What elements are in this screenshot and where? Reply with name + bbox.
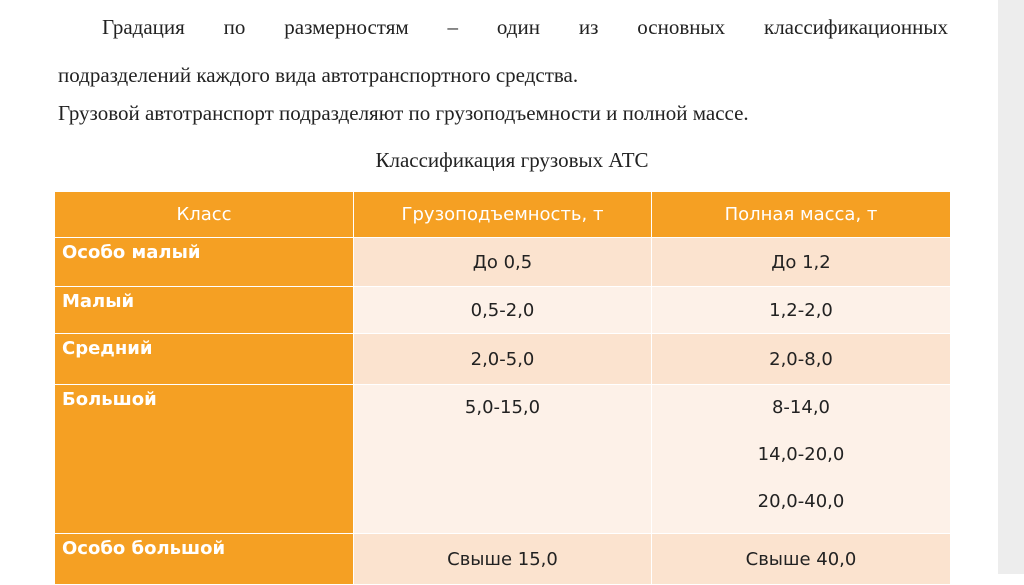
mass-cell: 2,0-8,0 [652, 334, 951, 385]
capacity-cell: Свыше 15,0 [354, 534, 652, 585]
capacity-value: 5,0-15,0 [464, 397, 541, 418]
table-row [55, 534, 951, 585]
header-capacity: Грузоподъемность, т [354, 192, 652, 238]
mass-cell: Свыше 40,0 [652, 534, 951, 585]
mass-cell: До 1,2 [652, 238, 951, 287]
capacity-cell [354, 385, 652, 534]
mass-cell: 1,2-2,0 [652, 287, 951, 334]
class-cell: Особо большой [55, 534, 354, 585]
class-cell: Большой [55, 385, 354, 534]
table-row [55, 287, 951, 334]
intro-paragraph-line1: Градация по размерностям – один из основных классификационных [102, 15, 948, 39]
class-cell: Средний [55, 334, 354, 385]
table-row [55, 334, 951, 385]
table-caption: Классификация грузовых АТС [375, 148, 649, 172]
class-cell: Малый [55, 287, 354, 334]
table-header-row [55, 192, 951, 238]
table-row [55, 238, 951, 287]
class-cell: Особо малый [55, 238, 354, 287]
capacity-cell: До 0,5 [354, 238, 652, 287]
classification-table [54, 191, 951, 585]
mass-subvalue: 8-14,0 [771, 397, 831, 418]
mass-subvalue: 20,0-40,0 [757, 491, 845, 512]
mass-cell [652, 385, 951, 534]
side-decor-bar [998, 0, 1024, 574]
capacity-cell: 0,5-2,0 [354, 287, 652, 334]
header-class: Класс [55, 192, 354, 238]
capacity-cell: 2,0-5,0 [354, 334, 652, 385]
intro-paragraph-line2: подразделений каждого вида автотранспортного средства. [58, 63, 579, 87]
table-row [55, 385, 951, 534]
mass-subvalue: 14,0-20,0 [757, 444, 845, 465]
freight-paragraph: Грузовой автотранспорт подразделяют по грузоподъемности и полной массе. [58, 101, 749, 125]
header-mass: Полная масса, т [652, 192, 951, 238]
